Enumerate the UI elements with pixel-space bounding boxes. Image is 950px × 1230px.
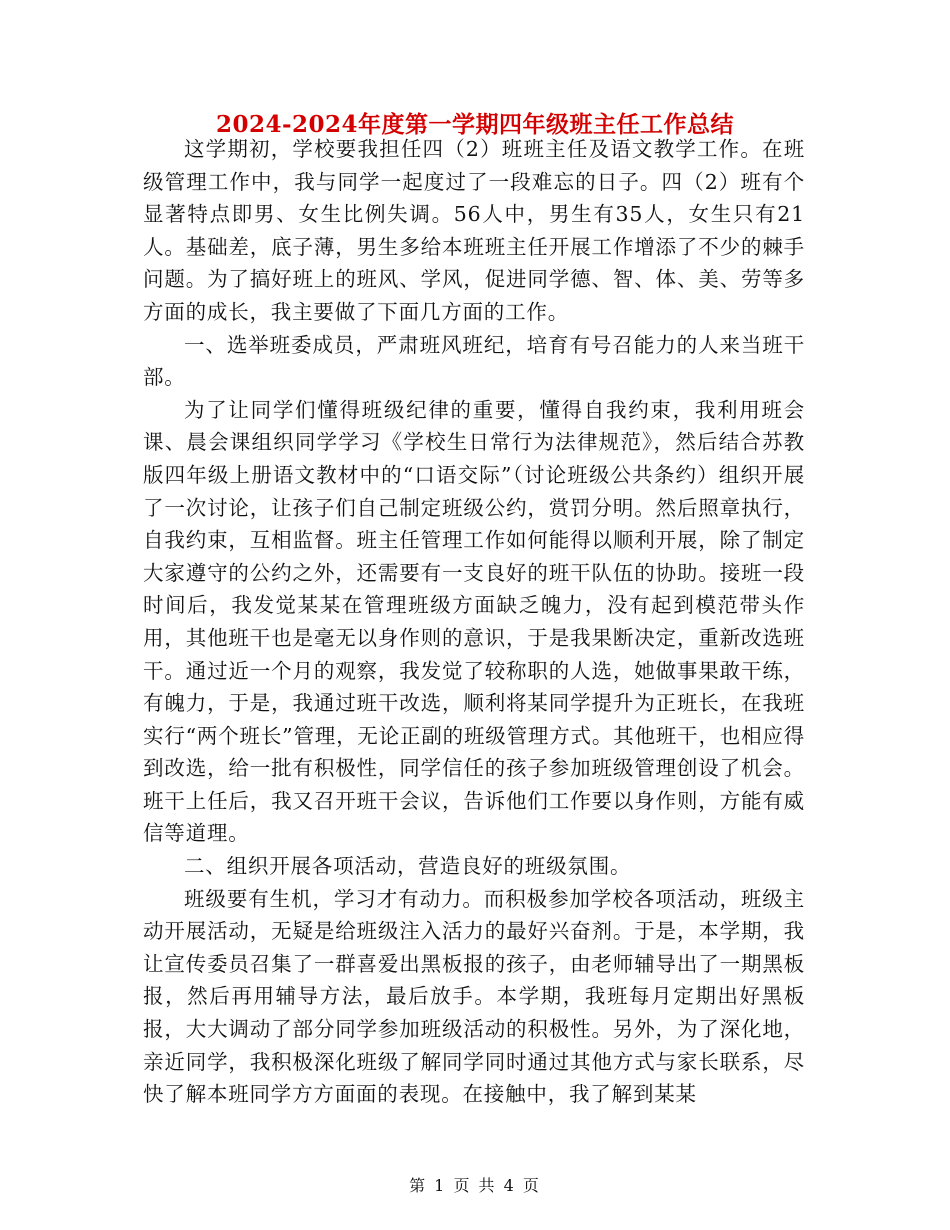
page-number-footer: 第 1 页 共 4 页 <box>409 1176 541 1195</box>
document-body <box>143 133 805 1111</box>
paragraph-heading-1: 一、选举班委成员，严肃班风班纪，培育有号召能力的人来当班干部。 <box>143 332 805 390</box>
paragraph-intro: 这学期初，学校要我担任四（2）班班主任及语文教学工作。在班级管理工作中，我与同学一起度过了一段难忘的日子。四（2）班有个显著特点即男、女生比例失调。56人中，男生有35人，女生只有21人。基础差，底子薄，男生多给本班班主任开展工作增添了不少的棘手问题。为了搞好班上的班风、学风，促进同学德、智、体、美、劳等多方面的成长，我主要做了下面几方面的工作。 <box>143 137 805 324</box>
paragraph-section-1: 为了让同学们懂得班级纪律的重要，懂得自我约束，我利用班会课、晨会课组织同学学习《学校生日常行为法律规范》，然后结合苏教版四年级上册语文教材中的“口语交际”（讨论班级公共条约）组织开展了一次讨论，让孩子们自己制定班级公约，赏罚分明。然后照章执行，自我约束，互相监督。班主任管理工作如何能得以顺利开展，除了制定大家遵守的公约之外，还需要有一支良好的班干队伍的协助。接班一段时间后，我发觉某某在管理班级方面缺乏魄力，没有起到模范带头作用，其他班干也是毫无以身作则的意识，于是我果断决定，重新改选班干。通过近一个月的观察，我发觉了较称职的人选，她做事果敢干练，有魄力，于是，我通过班干改选，顺利将某同学提升为正班长，在我班实行“两个班长”管理，无论正副的班级管理方式。其他班干，也相应得到改选，给一批有积极性，同学信任的孩子参加班级管理创设了机会。班干上任后，我又召开班干会议，告诉他们工作要以身作则，方能有威信等道理。 <box>143 397 805 846</box>
paragraph-heading-2: 二、组织开展各项活动，营造良好的班级氛围。 <box>184 854 632 879</box>
paragraph-section-2: 班级要有生机，学习才有动力。而积极参加学校各项活动，班级主动开展活动，无疑是给班级注入活力的最好兴奋剂。于是，本学期，我让宣传委员召集了一群喜爱出黑板报的孩子，由老师辅导出了一期黑板报，然后再用辅导方法，最后放手。本学期，我班每月定期出好黑板报，大大调动了部分同学参加班级活动的积极性。另外，为了深化地，亲近同学，我积极深化班级了解同学同时通过其他方式与家长联系，尽快了解本班同学方方面面的表现。在接触中，我了解到某某 <box>143 886 805 1107</box>
document-title: 2024-2024年度第一学期四年级班主任工作总结 <box>215 111 735 138</box>
